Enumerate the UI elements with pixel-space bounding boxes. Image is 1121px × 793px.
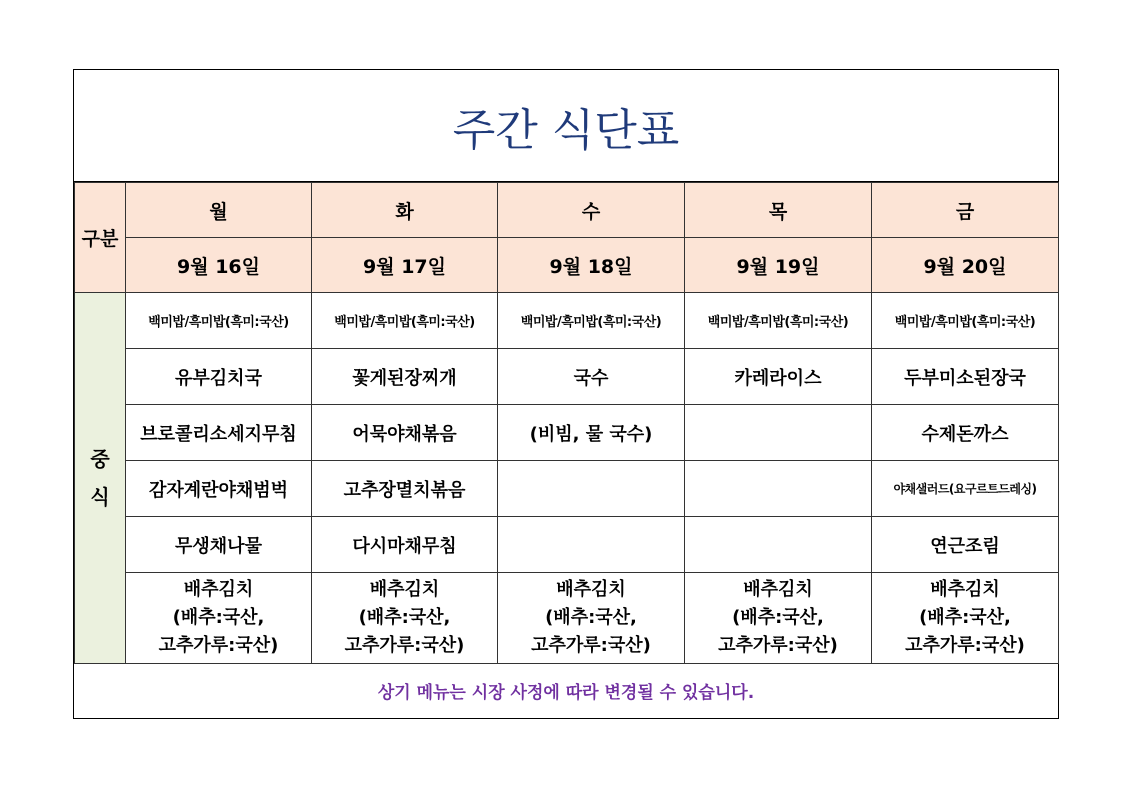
soup-row: [75, 349, 1059, 405]
menu-cell: 백미밥/흑미밥(흑미:국산): [872, 293, 1059, 349]
kimchi-row: [75, 573, 1059, 664]
kimchi-name: 배추김치: [743, 579, 813, 600]
lunch-label-char-2: 식: [90, 485, 110, 509]
menu-cell: [685, 461, 872, 517]
kimchi-cell: [685, 573, 872, 664]
kimchi-origin-2: 고추가루:국산): [531, 635, 651, 656]
kimchi-origin-1: (배추:국산,: [919, 607, 1011, 628]
menu-cell: 두부미소된장국: [872, 349, 1059, 405]
menu-cell: [685, 517, 872, 573]
side-dish-row-3: [75, 517, 1059, 573]
menu-cell: 연근조림: [872, 517, 1059, 573]
kimchi-origin-2: 고추가루:국산): [344, 635, 465, 656]
menu-cell: [685, 405, 872, 461]
kimchi-name: 배추김치: [369, 579, 440, 600]
menu-cell: 백미밥/흑미밥(흑미:국산): [126, 293, 312, 349]
menu-cell: 브로콜리소세지무침: [126, 405, 312, 461]
kimchi-origin-2: 고추가루:국산): [158, 635, 279, 656]
menu-cell: (비빔, 물 국수): [498, 405, 685, 461]
kimchi-origin-1: (배추:국산,: [172, 607, 265, 628]
menu-table: [74, 182, 1059, 664]
day-mon: 월: [126, 183, 312, 238]
menu-cell: 국수: [498, 349, 685, 405]
menu-cell: 수제돈까스: [872, 405, 1059, 461]
category-label: 구분: [75, 183, 126, 293]
kimchi-name: 배추김치: [556, 579, 626, 600]
menu-cell: 감자계란야채범벅: [126, 461, 312, 517]
day-row: [75, 183, 1059, 238]
side-dish-row-1: [75, 405, 1059, 461]
date-row: [75, 238, 1059, 293]
kimchi-cell: [126, 573, 312, 664]
menu-cell: 백미밥/흑미밥(흑미:국산): [685, 293, 872, 349]
menu-cell: 유부김치국: [126, 349, 312, 405]
kimchi-origin-2: 고추가루:국산): [905, 635, 1025, 656]
menu-cell: 백미밥/흑미밥(흑미:국산): [312, 293, 498, 349]
kimchi-name: 배추김치: [930, 579, 1000, 600]
page-title: 주간 식단표: [74, 70, 1058, 182]
day-tue: 화: [312, 183, 498, 238]
date-mon: 9월 16일: [126, 238, 312, 293]
date-tue: 9월 17일: [312, 238, 498, 293]
date-fri: 9월 20일: [872, 238, 1059, 293]
menu-cell: 다시마채무침: [312, 517, 498, 573]
menu-sheet: [73, 69, 1059, 719]
kimchi-cell: [498, 573, 685, 664]
kimchi-origin-1: (배추:국산,: [358, 607, 451, 628]
kimchi-origin-1: (배추:국산,: [732, 607, 824, 628]
menu-cell: [498, 461, 685, 517]
menu-cell: 고추장멸치볶음: [312, 461, 498, 517]
kimchi-origin-1: (배추:국산,: [545, 607, 637, 628]
date-thu: 9월 19일: [685, 238, 872, 293]
rice-row: [75, 293, 1059, 349]
side-dish-row-2: [75, 461, 1059, 517]
menu-cell: 카레라이스: [685, 349, 872, 405]
day-fri: 금: [872, 183, 1059, 238]
day-thu: 목: [685, 183, 872, 238]
menu-cell: 무생채나물: [126, 517, 312, 573]
kimchi-origin-2: 고추가루:국산): [718, 635, 838, 656]
menu-cell: [498, 517, 685, 573]
kimchi-cell: [312, 573, 498, 664]
kimchi-name: 배추김치: [183, 579, 254, 600]
kimchi-cell: [872, 573, 1059, 664]
date-wed: 9월 18일: [498, 238, 685, 293]
menu-cell: 백미밥/흑미밥(흑미:국산): [498, 293, 685, 349]
menu-cell: 꽃게된장찌개: [312, 349, 498, 405]
footer-notice: 상기 메뉴는 시장 사정에 따라 변경될 수 있습니다.: [377, 683, 755, 703]
lunch-label: [75, 293, 126, 664]
lunch-label-char-1: 중: [90, 447, 110, 471]
menu-cell: 야채샐러드(요구르트드레싱): [872, 461, 1059, 517]
day-wed: 수: [498, 183, 685, 238]
menu-cell: 어묵야채볶음: [312, 405, 498, 461]
